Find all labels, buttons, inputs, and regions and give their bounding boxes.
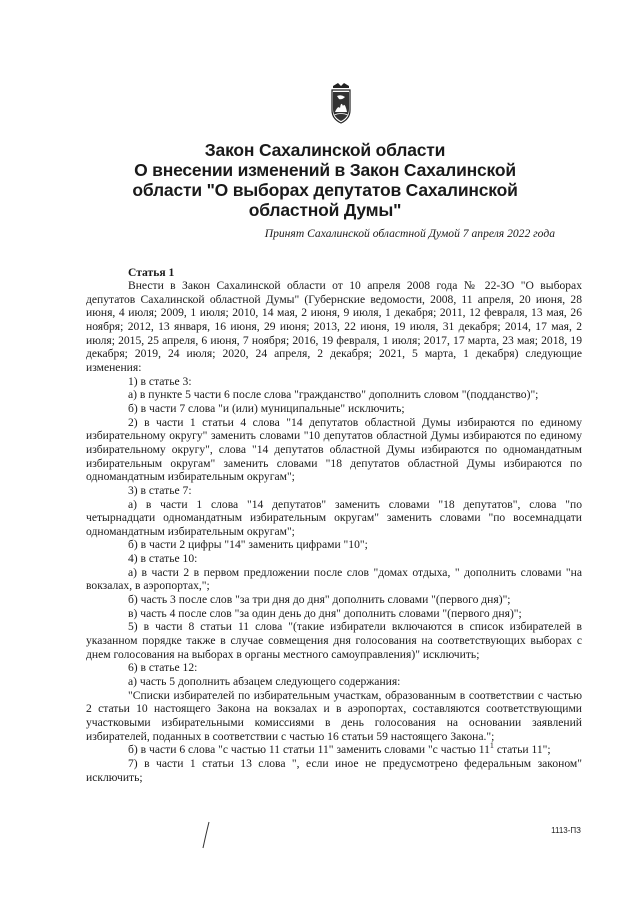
list-item: а) в пункте 5 части 6 после слова "гражданство" дополнить словом "(подданство)"; [128, 388, 539, 402]
quoted-paragraph: "Списки избирателей по избирательным участкам, образованным в соответствии с частью 2 статьи 10 настоящего Закона на вокзалах и в аэропортах, составляются соответствующими участковыми избирательными комиссиями в день голосования на основании заявлений избирателей, поданных в соответствии с частью 16 статьи 59 настоящего Закона."; [86, 688, 582, 743]
list-item-text: б) в части 6 слова "с частью 11 статьи 11" заменить словами "с частью 11 [128, 743, 490, 757]
article-body [86, 279, 582, 784]
coat-of-arms-icon [330, 82, 352, 124]
document-code: 1113-ПЗ [551, 826, 581, 835]
list-item: 5) в части 8 статьи 11 слова "(такие избиратели включаются в список избирателей в указанном порядке также в случае совмещения дня голосования на соответствующих выборах с днем голосования на выборах в органы местного самоуправления)" исключить; [86, 620, 582, 661]
law-title: Закон Сахалинской области [204, 140, 446, 160]
list-item: 4) в статье 10: [128, 552, 198, 566]
law-subtitle-line-1: О внесении изменений в Закон Сахалинской [134, 160, 516, 180]
adoption-note: Принят Сахалинской областной Думой 7 апреля 2022 года [264, 227, 555, 240]
list-item [86, 743, 582, 757]
list-item: а) в части 2 в первом предложении после слов "домах отдыха, " дополнить словами "на вокзалах, в аэропортах,"; [86, 565, 582, 593]
list-item: 1) в статье 3: [128, 374, 192, 388]
list-item: 3) в статье 7: [128, 483, 192, 497]
law-subtitle-line-3: областной Думы" [248, 200, 402, 220]
list-item: б) в части 2 цифры "14" заменить цифрами "10"; [128, 538, 368, 552]
list-item: 6) в статье 12: [128, 661, 198, 675]
list-item: а) в части 1 слова "14 депутатов" заменить словами "18 депутатов", слова "по четырнадцати одномандатным избирательным округам" заменить словами "по восемнадцати одномандатным избирательным округам"; [86, 497, 582, 538]
pen-mark-icon [200, 820, 212, 850]
list-item: б) часть 3 после слов "за три дня до дня" дополнить словами "(первого дня)"; [128, 593, 511, 607]
article-heading: Статья 1 [128, 266, 175, 279]
list-item: а) часть 5 дополнить абзацем следующего содержания: [128, 675, 401, 689]
law-subtitle-line-2: области "О выборах депутатов Сахалинской [132, 180, 518, 200]
list-item-text-end: статьи 11"; [493, 743, 551, 757]
list-item: 7) в части 1 статьи 13 слова ", если иное не предусмотрено федеральным законом" исключить; [86, 756, 582, 784]
intro-paragraph: Внести в Закон Сахалинской области от 10 апреля 2008 года № 22-ЗО "О выборах депутатов Сахалинской областной Думы" (Губернские ведомости, 2008, 11 апреля, 20 июня, 28 июня, 4 июля; 2009, 1 июля; 2010, 14 мая, 2 июня, 9 июля, 1 декабря; 2011, 12 февраля, 13 мая, 26 ноября; 2012, 13 января, 16 июня, 29 июня; 2013, 22 июня, 19 июля, 31 декабря; 2014, 17 мая, 2 июля; 2015, 25 апреля, 6 июня, 7 ноября; 2016, 19 февраля, 1 июля; 2017, 17 марта, 23 мая; 2018, 19 декабря; 2019, 24 июля; 2020, 24 апреля, 2 декабря; 2021, 5 марта, 1 декабря) следующие изменения: [86, 279, 582, 374]
list-item: 2) в части 1 статьи 4 слова "14 депутатов областной Думы избираются по единому избирательному округу" заменить словами "10 депутатов областной Думы избираются по единому избирательному округу", слова "14 депутатов областной Думы избираются по одномандатным избирательным округам" заменить словами "18 депутатов областной Думы избираются по одномандатным избирательным округам"; [86, 415, 582, 484]
list-item: б) в части 7 слова "и (или) муниципальные" исключить; [128, 401, 405, 415]
superscript: 1 [489, 741, 494, 751]
list-item: в) часть 4 после слов "за один день до дня" дополнить словами "(первого дня)"; [128, 606, 522, 620]
